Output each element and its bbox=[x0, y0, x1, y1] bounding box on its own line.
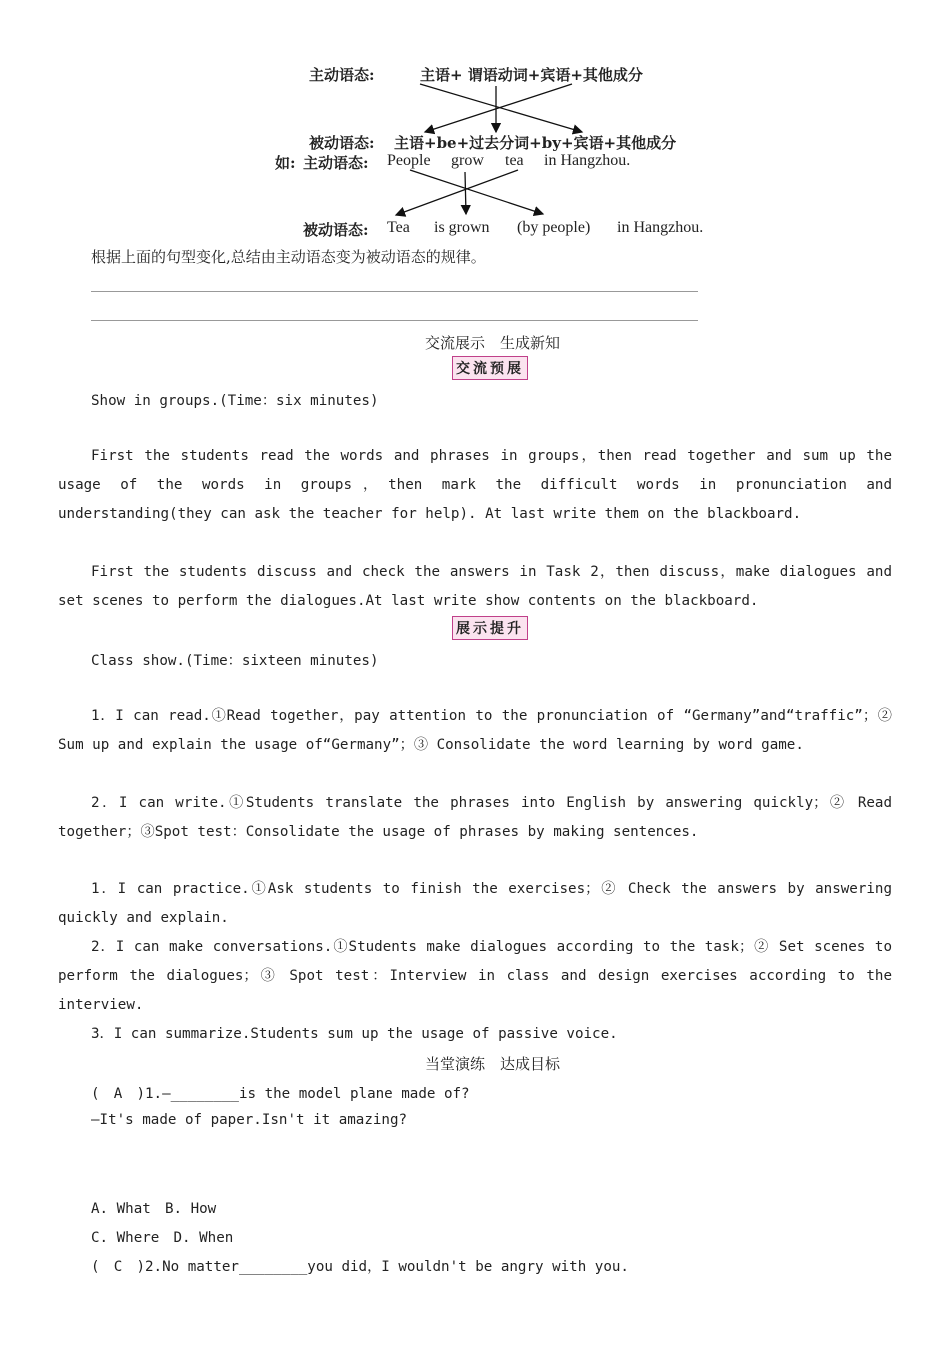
diagram2-passive-word: in Hangzhou. bbox=[617, 219, 704, 236]
class-show-text: Class show.(Time：sixteen minutes) bbox=[91, 653, 379, 669]
diagram2-active-word: People bbox=[387, 152, 431, 169]
diagram2-passive-label: 被动语态: bbox=[303, 221, 369, 239]
section-title: 当堂演练 达成目标 bbox=[424, 1055, 560, 1073]
section-badge: 展示提升 bbox=[452, 616, 528, 640]
answer-line bbox=[91, 291, 698, 292]
diagram1-arrows bbox=[0, 0, 950, 250]
question-options: C. Where D. When bbox=[91, 1230, 234, 1246]
diagram2-passive-word: Tea bbox=[387, 219, 410, 236]
paragraph: First the students discuss and check the answers in Task 2，then discuss，make dialogues and set scenes to perform the dialogues.At last write show contents on the blackboard. bbox=[58, 564, 892, 609]
diagram2-active-word: in Hangzhou. bbox=[544, 152, 631, 169]
diagram1-passive-label: 被动语态: bbox=[309, 134, 375, 152]
diagram2-passive-word: (by people) bbox=[517, 219, 591, 236]
question: ( A )1.—________is the model plane made of? bbox=[91, 1086, 470, 1102]
section-title: 交流展示 生成新知 bbox=[424, 334, 560, 352]
instruction-text: 根据上面的句型变化,总结由主动语态变为被动语态的规律。 bbox=[91, 248, 486, 266]
diagram2-active-label: 主动语态: bbox=[303, 154, 369, 172]
question-options: A. What B. How bbox=[91, 1201, 217, 1217]
answer-line bbox=[91, 320, 698, 321]
diagram1-active-label: 主动语态: bbox=[309, 66, 375, 84]
diagram2-passive-word: is grown bbox=[434, 219, 490, 236]
section-badge: 交流预展 bbox=[452, 356, 528, 380]
diagram1-active-formula: 主语+ 谓语动词+宾语+其他成分 bbox=[420, 66, 643, 84]
show-groups-text: Show in groups.(Time：six minutes) bbox=[91, 393, 379, 409]
diagram2-active-word: grow bbox=[451, 152, 484, 169]
list-item: 1．I can practice.①Ask students to finish the exercises；② Check the answers by answering quickly and explain. bbox=[58, 881, 892, 926]
question-dialogue: —It's made of paper.Isn't it amazing? bbox=[91, 1112, 408, 1128]
paragraph: First the students read the words and phrases in groups，then read together and sum up the usage of the words in groups，then mark the difficult words in pronunciation and understanding(they can ask the teacher for help). At last write them on the blackboard. bbox=[58, 448, 892, 522]
diagram1-passive-formula: 主语+be+过去分词+by+宾语+其他成分 bbox=[394, 134, 677, 152]
list-item: 1．I can read.①Read together，pay attention to the pronunciation of “Germany”and“traffic”；② Sum up and explain the usage of“Germany”；③ Consolidate the word learning by word game. bbox=[58, 708, 892, 753]
question: ( C )2.No matter________you did，I wouldn't be angry with you. bbox=[91, 1259, 629, 1275]
list-item: 3．I can summarize.Students sum up the usage of passive voice. bbox=[91, 1026, 618, 1042]
diagram2-active-word: tea bbox=[505, 152, 524, 169]
list-item: 2．I can write.①Students translate the phrases into English by answering quickly；② Read together；③Spot test：Consolidate the usage of phrases by making sentences. bbox=[58, 795, 892, 840]
diagram2-example-prefix: 如: bbox=[275, 154, 296, 172]
list-item: 2．I can make conversations.①Students make dialogues according to the task；② Set scenes to perform the dialogues；③ Spot test：Interview in class and design exercises according to the interview. bbox=[58, 939, 892, 1013]
